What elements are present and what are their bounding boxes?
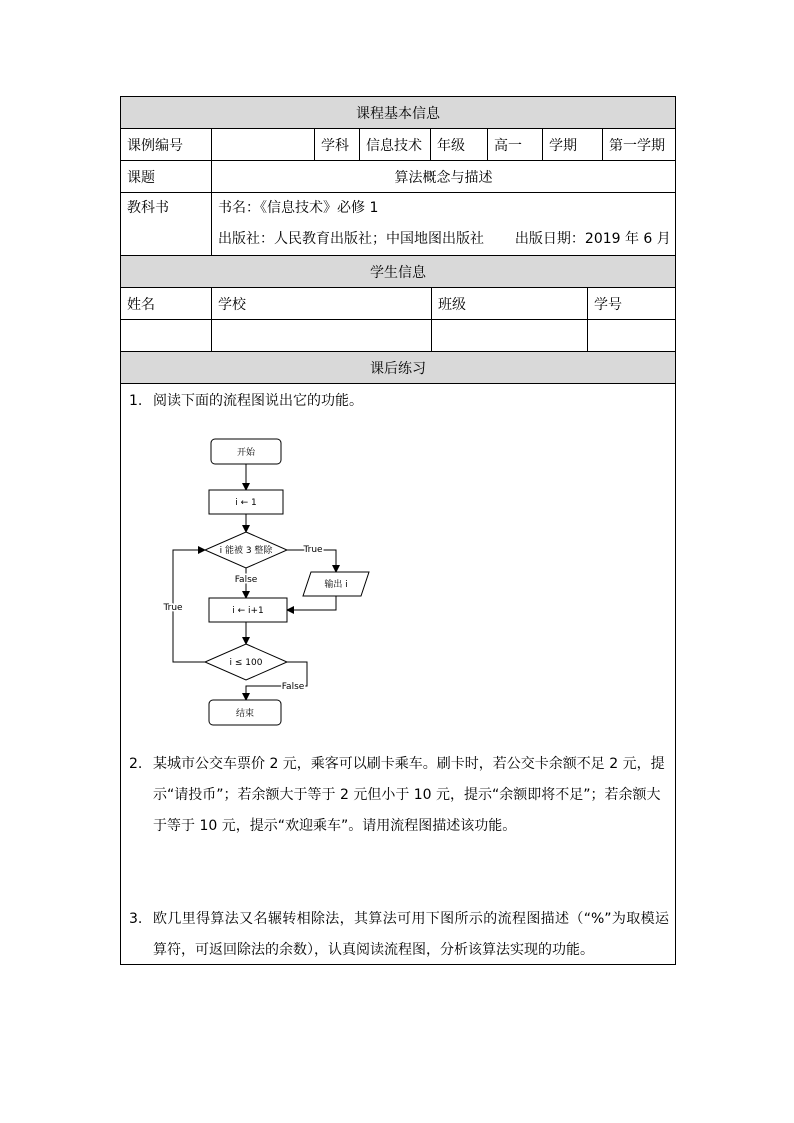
- cond2-label: i ≤ 100: [229, 658, 263, 668]
- cond1-label: i 能被 3 整除: [219, 546, 273, 556]
- exercises-body: [121, 384, 676, 965]
- course-no-value: [212, 129, 315, 161]
- class-label: 班级: [432, 288, 588, 320]
- grade-value: 高一: [488, 129, 543, 161]
- course-table: [120, 96, 676, 288]
- publisher: 出版社：人民教育出版社；中国地图出版社: [218, 231, 484, 247]
- exercise-number: 2.: [129, 756, 143, 772]
- exercise-number: 3.: [129, 911, 143, 927]
- true-label-1: True: [303, 545, 323, 555]
- school-label: 学校: [212, 288, 432, 320]
- topic-value: 算法概念与描述: [212, 161, 676, 193]
- school-value: [212, 320, 432, 352]
- flowchart: [161, 434, 461, 734]
- textbook-label: 教科书: [127, 200, 169, 216]
- subject-label: 学科: [315, 129, 360, 161]
- document-page: [120, 96, 675, 965]
- grade-label: 年级: [431, 129, 488, 161]
- student-id-value: [588, 320, 676, 352]
- publish-date: 出版日期：2019 年 6 月: [514, 231, 671, 247]
- exercises-header: 课后练习: [121, 352, 676, 384]
- output-label: 输出 i: [324, 580, 348, 590]
- start-label: 开始: [236, 448, 256, 458]
- exercise-text: 阅读下面的流程图说出它的功能。: [153, 393, 363, 409]
- student-info-header: 学生信息: [121, 256, 676, 288]
- true-label-2: True: [163, 603, 183, 613]
- exercise-2: [129, 749, 669, 842]
- end-label: 结束: [235, 709, 255, 719]
- student-id-label: 学号: [588, 288, 676, 320]
- exercise-3: [129, 904, 669, 966]
- class-value: [432, 320, 588, 352]
- course-no-label: 课例编号: [121, 129, 212, 161]
- book-name: 书名：《信息技术》必修 1: [218, 200, 379, 216]
- semester-label: 学期: [543, 129, 603, 161]
- false-label-2: False: [281, 682, 305, 692]
- exercise-text: 某城市公交车票价 2 元，乘客可以刷卡乘车。刷卡时，若公交卡余额不足 2 元，提示“请投币”；若余额大于等于 2 元但小于 10 元，提示“余额即将不足”；若余额大于等于 10 元，提示“欢迎乘车”。请用流程图描述该功能。: [153, 756, 665, 834]
- exercise-text: 欧几里得算法又名辗转相除法，其算法可用下图所示的流程图描述（“%”为取模运算符，可返回除法的余数），认真阅读流程图，分析该算法实现的功能。: [153, 911, 669, 958]
- arrow-output-increment: [287, 596, 336, 610]
- course-info-header: 课程基本信息: [121, 97, 676, 129]
- student-table: [120, 287, 676, 965]
- increment-label: i ← i+1: [232, 606, 264, 616]
- topic-label: 课题: [121, 161, 212, 193]
- exercise-number: 1.: [129, 393, 143, 409]
- name-label: 姓名: [121, 288, 212, 320]
- book-publisher-line: [218, 224, 669, 255]
- name-value: [121, 320, 212, 352]
- exercise-1: [129, 386, 669, 417]
- subject-value: 信息技术: [360, 129, 431, 161]
- init-label: i ← 1: [235, 498, 257, 508]
- semester-value: 第一学期: [603, 129, 676, 161]
- false-label-1: False: [234, 575, 258, 585]
